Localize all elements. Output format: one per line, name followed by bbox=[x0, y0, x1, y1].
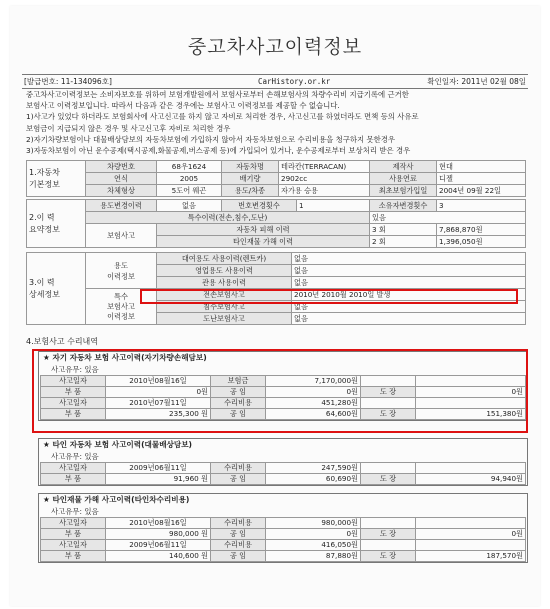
confirm-date: 확인일자: 2011년 02월 08일 bbox=[427, 77, 526, 86]
box-title: ★ 타인재물 가해 사고이력(타인차수리비용) bbox=[43, 495, 190, 504]
intro-line: 2)자기차량보험이나 대물배상담보의 자동차보험에 가입하지 않아서 자동차보험으로 수리비용을 청구하지 못한경우 bbox=[26, 134, 396, 144]
field-value: 451,280원 bbox=[266, 398, 361, 409]
vehicle-basic-info-table bbox=[26, 160, 526, 197]
field-value: 0원 bbox=[106, 387, 211, 398]
field-label: 수리비용 bbox=[211, 518, 266, 529]
intro-notice bbox=[26, 89, 526, 156]
issue-number: [발급번호: 11-134096호] bbox=[24, 77, 112, 86]
field-label: 용도/차종 bbox=[222, 185, 279, 197]
field-value: 187,570원 bbox=[416, 551, 526, 562]
box-title: ★ 타인 자동차 보험 사고이력(대물배상담보) bbox=[43, 440, 193, 449]
highlight-own-car-box bbox=[32, 349, 528, 433]
field-value: 없음 bbox=[292, 265, 526, 277]
field-value: 없음 bbox=[292, 277, 526, 289]
field-label: 수리비용 bbox=[211, 463, 266, 474]
field-value: 없음 bbox=[292, 313, 526, 325]
issue-info-bar bbox=[22, 74, 528, 89]
field-label: 부 품 bbox=[41, 529, 106, 540]
field-label: 사고일자 bbox=[41, 376, 106, 387]
field-label: 번호변경횟수 bbox=[222, 200, 297, 212]
field-value: 5도어 웨곤 bbox=[157, 185, 222, 197]
field-value: 94,940원 bbox=[416, 474, 526, 485]
field-value: 0원 bbox=[416, 529, 526, 540]
field-label: 공 임 bbox=[211, 409, 266, 420]
intro-line: 1)사고가 있었다 하더라도 보험회사에 사고신고를 하지 않고 자비로 처리한 경우, 사고신고를 하였더라도 면책 등의 사유로 bbox=[26, 112, 419, 122]
field-value: 2004년 09월 22일 bbox=[437, 185, 526, 197]
section-label: 1.자동차 기본정보 bbox=[27, 161, 86, 197]
field-value: 2010년08월16일 bbox=[106, 518, 211, 529]
field-value: 980,000원 bbox=[266, 518, 361, 529]
field-value: 3 bbox=[437, 200, 526, 212]
site-url: CarHistory.or.kr bbox=[258, 77, 331, 86]
special-accident-label: 특수 보험사고 이력정보 bbox=[86, 289, 157, 325]
field-label: 도 장 bbox=[361, 409, 416, 420]
special-history-value: 있음 bbox=[370, 212, 526, 224]
field-value: 2005 bbox=[157, 173, 222, 185]
repair-history-header: 4.보험사고 수리내역 bbox=[26, 337, 98, 346]
field-value bbox=[416, 540, 526, 551]
document-title: 중고차사고이력정보 bbox=[187, 36, 363, 58]
document-page bbox=[10, 6, 540, 606]
field-value: 1 bbox=[297, 200, 370, 212]
field-label: 공 임 bbox=[211, 474, 266, 485]
field-value: 없음 bbox=[292, 253, 526, 265]
field-value bbox=[416, 518, 526, 529]
box-status: 사고유무: 있음 bbox=[51, 507, 99, 516]
field-value: 2010년08월16일 bbox=[106, 376, 211, 387]
field-value: 980,000 원 bbox=[106, 529, 211, 540]
field-value: 64,600원 bbox=[266, 409, 361, 420]
field-label: 최초보험가입일 bbox=[370, 185, 437, 197]
field-value bbox=[361, 518, 416, 529]
intro-line: 보험사고 이력정보입니다. 따라서 다음과 같은 경우에는 보험사고 이력정보를 제공할 수 없습니다. bbox=[26, 101, 340, 111]
field-label: 사고일자 bbox=[41, 398, 106, 409]
field-label: 사용연료 bbox=[370, 173, 437, 185]
field-label: 자동차명 bbox=[222, 161, 279, 173]
field-value: 7,868,870원 bbox=[437, 224, 526, 236]
field-label: 자동차 피해 이력 bbox=[157, 224, 370, 236]
field-value: 3 회 bbox=[370, 224, 437, 236]
usage-history-label: 용도 이력정보 bbox=[86, 253, 157, 289]
property-damage-table bbox=[40, 517, 526, 562]
field-label: 연식 bbox=[86, 173, 157, 185]
box-title: ★ 자기 자동차 보험 사고이력(자기차량손해담보) bbox=[43, 353, 207, 362]
field-label: 도 장 bbox=[361, 551, 416, 562]
field-value: 자가용 승용 bbox=[279, 185, 370, 197]
field-label: 부 품 bbox=[41, 474, 106, 485]
field-value bbox=[416, 463, 526, 474]
field-value: 1,396,050원 bbox=[437, 236, 526, 248]
field-value: 87,880원 bbox=[266, 551, 361, 562]
other-car-accident-box bbox=[38, 438, 528, 486]
field-value: 247,590원 bbox=[266, 463, 361, 474]
field-value: 테라칸(TERRACAN) bbox=[279, 161, 370, 173]
field-label: 도 장 bbox=[361, 529, 416, 540]
field-value bbox=[361, 540, 416, 551]
field-label: 관용 사용이력 bbox=[157, 277, 292, 289]
history-summary-table bbox=[26, 199, 526, 248]
field-value: 7,170,000원 bbox=[266, 376, 361, 387]
field-value: 없음 bbox=[292, 301, 526, 313]
field-label: 부 품 bbox=[41, 409, 106, 420]
box-status: 사고유무: 있음 bbox=[51, 452, 99, 461]
field-label: 공 임 bbox=[211, 551, 266, 562]
section-label: 3.이 력 상세정보 bbox=[27, 253, 86, 325]
field-value: 0원 bbox=[416, 387, 526, 398]
field-value: 2010년07월11일 bbox=[106, 398, 211, 409]
field-label: 배기량 bbox=[222, 173, 279, 185]
field-label: 도난보험사고 bbox=[157, 313, 292, 325]
field-label: 공 임 bbox=[211, 387, 266, 398]
field-value: 2 회 bbox=[370, 236, 437, 248]
field-label: 소유자변경횟수 bbox=[370, 200, 437, 212]
field-value: 91,960 원 bbox=[106, 474, 211, 485]
field-label: 공 임 bbox=[211, 529, 266, 540]
field-label: 제작사 bbox=[370, 161, 437, 173]
field-value: 2009년06월11일 bbox=[106, 540, 211, 551]
insurance-accident-label: 보험사고 bbox=[86, 224, 157, 248]
intro-line: 중고차사고이력정보는 소비자보호를 위하여 보험개발원에서 보험사로부터 손해보험사의 차량수리비 지급기록에 근거한 bbox=[26, 90, 409, 99]
field-label: 부 품 bbox=[41, 551, 106, 562]
field-value: 151,380원 bbox=[416, 409, 526, 420]
field-value: 68우1624 bbox=[157, 161, 222, 173]
field-label: 차량번호 bbox=[86, 161, 157, 173]
field-value: 416,050원 bbox=[266, 540, 361, 551]
property-damage-box bbox=[38, 493, 528, 563]
field-value: 0원 bbox=[266, 387, 361, 398]
field-label: 침수보험사고 bbox=[157, 301, 292, 313]
field-label: 용도변경이력 bbox=[86, 200, 157, 212]
field-label: 사고일자 bbox=[41, 540, 106, 551]
field-value: 없음 bbox=[157, 200, 222, 212]
other-car-accident-table bbox=[40, 462, 526, 485]
field-label: 영업용도 사용이력 bbox=[157, 265, 292, 277]
field-value: 2009년06월11일 bbox=[106, 463, 211, 474]
intro-line: 보험금이 지급되지 않은 경우 및 사고신고후 자비로 처리한 경우 bbox=[26, 123, 231, 133]
field-label: 대여용도 사용이력(렌트카) bbox=[157, 253, 292, 265]
field-value bbox=[361, 463, 416, 474]
field-label: 도 장 bbox=[361, 387, 416, 398]
field-label: 사고일자 bbox=[41, 463, 106, 474]
field-value: 현대 bbox=[437, 161, 526, 173]
field-value: 140,600 원 bbox=[106, 551, 211, 562]
box-status: 사고유무: 있음 bbox=[51, 365, 99, 374]
intro-line: 3)자동차보험이 아닌 운수공제(택시공제,화물공제,버스공제 등)에 가입되어 있거나, 운수공제로부터 보상처리 받은 경우 bbox=[26, 146, 411, 156]
field-label: 보험금 bbox=[211, 376, 266, 387]
field-label: 수리비용 bbox=[211, 540, 266, 551]
field-label: 타인재물 가해 이력 bbox=[157, 236, 370, 248]
field-label: 전손보험사고 bbox=[157, 289, 292, 301]
field-label: 수리비용 bbox=[211, 398, 266, 409]
field-label: 부 품 bbox=[41, 387, 106, 398]
field-value: 2010년 2010월 2010일 발생 bbox=[292, 289, 526, 301]
special-history-label: 특수이력(전손,침수,도난) bbox=[86, 212, 370, 224]
field-label: 사고일자 bbox=[41, 518, 106, 529]
field-label: 도 장 bbox=[361, 474, 416, 485]
field-value: 0원 bbox=[266, 529, 361, 540]
field-label: 차체형상 bbox=[86, 185, 157, 197]
field-value: 60,690원 bbox=[266, 474, 361, 485]
section-label: 2.이 력 요약정보 bbox=[27, 200, 86, 248]
highlight-total-loss bbox=[140, 289, 518, 304]
field-value: 2902cc bbox=[279, 173, 370, 185]
field-value: 디젤 bbox=[437, 173, 526, 185]
field-value: 235,300 원 bbox=[106, 409, 211, 420]
